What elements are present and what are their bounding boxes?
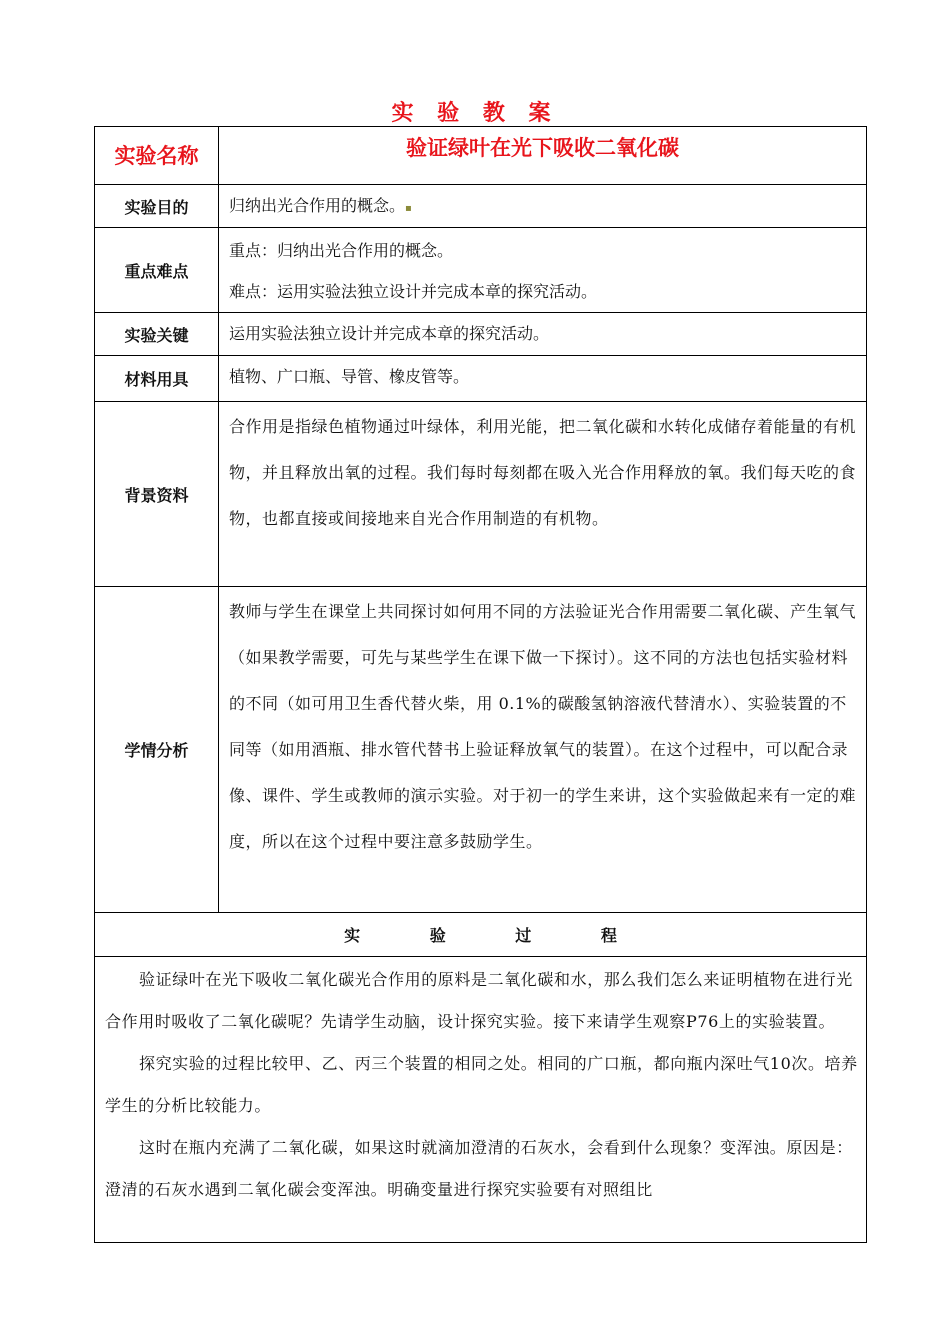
key-value: 运用实验法独立设计并完成本章的探究活动。 — [219, 313, 867, 356]
process-heading: 实 验 过 程 — [95, 913, 867, 957]
row-process-body — [95, 957, 867, 1243]
row-process-heading — [95, 913, 867, 957]
label-materials: 材料用具 — [95, 356, 219, 402]
row-materials — [95, 356, 867, 402]
label-analysis: 学情分析 — [95, 587, 219, 913]
analysis-value: 教师与学生在课堂上共同探讨如何用不同的方法验证光合作用需要二氧化碳、产生氧气（如果教学需要，可先与某些学生在课下做一下探讨）。这不同的方法也包括实验材料的不同（如可用卫生香代替火柴，用 0.1%的碳酸氢钠溶液代替清水）、实验装置的不同等（如用酒瓶、排水管代替书上验证释放氧气的装置）。在这个过程中，可以配合录像、课件、学生或教师的演示实验。对于初一的学生来讲，这个实验做起来有一定的难度，所以在这个过程中要注意多鼓励学生。 — [219, 587, 867, 913]
label-key: 实验关键 — [95, 313, 219, 356]
focus-text: 重点：归纳出光合作用的概念。 — [229, 241, 454, 260]
process-paragraph: 这时在瓶内充满了二氧化碳，如果这时就滴加澄清的石灰水，会看到什么现象？变浑浊。原因是：澄清的石灰水遇到二氧化碳会变浑浊。明确变量进行探究实验要有对照组比 — [105, 1138, 853, 1199]
row-analysis — [95, 587, 867, 913]
hard-text: 难点：运用实验法独立设计并完成本章的探究活动。 — [229, 282, 598, 301]
edit-mark: ▪ — [405, 203, 412, 214]
label-goal: 实验目的 — [95, 185, 219, 228]
row-goal — [95, 185, 867, 228]
difficulty-value — [219, 228, 867, 313]
document-title: 实 验 教 案 — [391, 101, 559, 126]
label-background: 背景资料 — [95, 402, 219, 587]
row-background — [95, 402, 867, 587]
process-paragraph: 探究实验的过程比较甲、乙、丙三个装置的相同之处。相同的广口瓶，都向瓶内深吐气10次。培养学生的分析比较能力。 — [105, 1054, 858, 1115]
goal-value: 归纳出光合作用的概念。▪ — [219, 185, 867, 228]
label-experiment-name: 实验名称 — [95, 127, 219, 185]
experiment-name-value: 验证绿叶在光下吸收二氧化碳 — [219, 127, 867, 185]
background-value: 合作用是指绿色植物通过叶绿体，利用光能，把二氧化碳和水转化成储存着能量的有机物，并且释放出氧的过程。我们每时每刻都在吸入光合作用释放的氧。我们每天吃的食物，也都直接或间接地来自光合作用制造的有机物。 — [219, 402, 867, 587]
process-body — [95, 957, 867, 1243]
row-key — [95, 313, 867, 356]
process-paragraph: 验证绿叶在光下吸收二氧化碳光合作用的原料是二氧化碳和水，那么我们怎么来证明植物在进行光合作用时吸收了二氧化碳呢？先请学生动脑，设计探究实验。接下来请学生观察P76上的实验装置。 — [105, 970, 853, 1031]
row-experiment-name — [95, 127, 867, 185]
row-difficulty — [95, 228, 867, 313]
lesson-plan-table — [94, 126, 867, 1243]
label-difficulty: 重点难点 — [95, 228, 219, 313]
materials-value: 植物、广口瓶、导管、橡皮管等。 — [219, 356, 867, 402]
